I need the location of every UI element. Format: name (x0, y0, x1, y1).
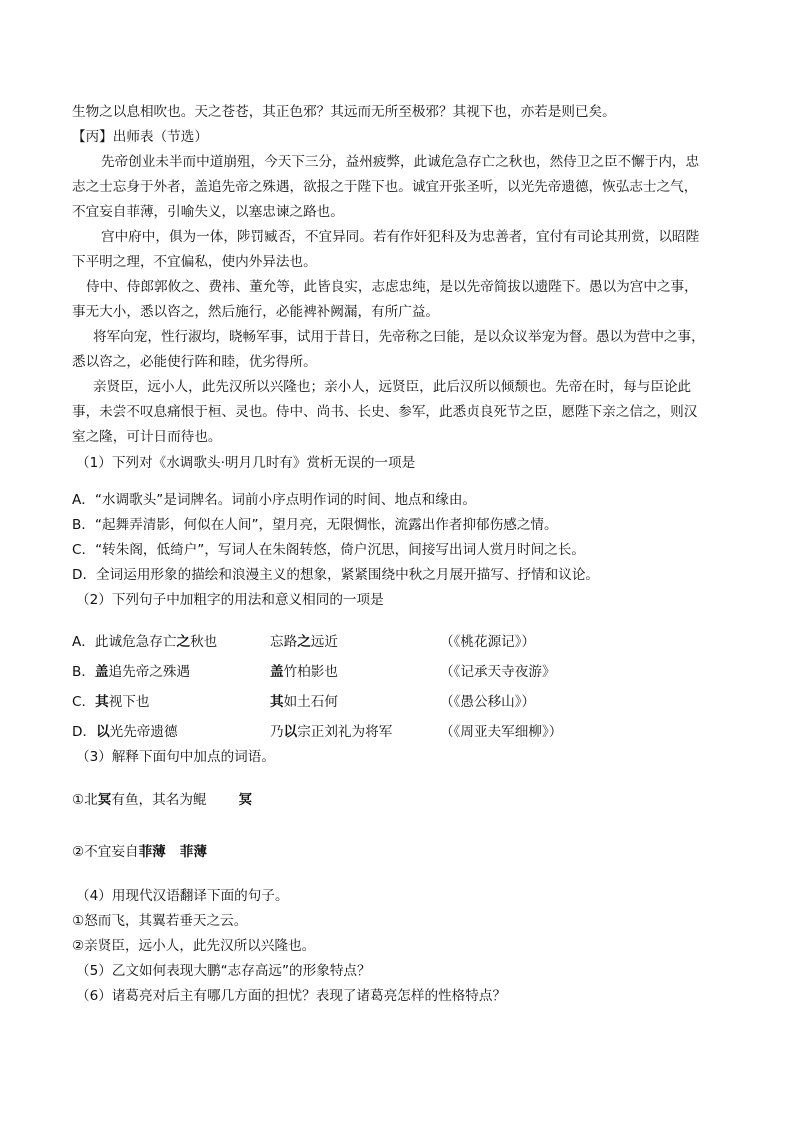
passage-line: 下平明之理，不宜偏私，使内外异法也。 (72, 254, 317, 270)
passage-line: 将军向宠，性行淑均，晓畅军事，试用于昔日，先帝称之曰能，是以众议举宠为督。愚以为营中之事， (93, 329, 705, 345)
question-1-stem: （1）下列对《水调歌头·明月几时有》赏析无误的一项是 (76, 455, 416, 471)
q1-option-a: A．“水调歌头”是词牌名。词前小序点明作词的时间、地点和缘由。 (72, 492, 477, 508)
q3-item-1-word: 冥 (238, 792, 253, 808)
q2-option-a-source: （《桃花源记》） (440, 634, 536, 650)
question-4-stem: （4）用现代汉语翻译下面的句子。 (76, 888, 289, 904)
q2-option-a-sentence-1: A．此诚危急存亡之秋也 (72, 634, 218, 650)
q2-option-b-source: （《记承天寺夜游》 (440, 664, 556, 680)
passage-line: 室之隆，可计日而待也。 (72, 429, 222, 445)
question-3-stem: （3）解释下面句中加点的词语。 (76, 749, 275, 765)
passage-line: 事无大小，悉以咨之，然后施行，必能裨补阙漏，有所广益。 (72, 304, 440, 320)
passage-line: 悉以咨之，必能使行阵和睦，优劣得所。 (72, 354, 317, 370)
question-6: （6）诸葛亮对后主有哪几方面的担忧？表现了诸葛亮怎样的性格特点？ (76, 988, 507, 1004)
q2-option-c-source: （《愚公移山》） (440, 694, 536, 710)
passage-line: 侍中、侍郎郭攸之、费祎、董允等，此皆良实，志虑忠纯，是以先帝简拔以遗陛下。愚以为宫中之事， (86, 279, 698, 295)
passage-line: 志之士忘身于外者，盖追先帝之殊遇，欲报之于陛下也。诚宜开张圣听，以光先帝遗德，恢弘志士之气， (72, 179, 698, 195)
intro-line: 生物之以息相吹也。天之苍苍，其正色邪？其远而无所至极邪？其视下也，亦若是则已矣。 (72, 104, 616, 120)
q2-option-c-sentence-2: 其如土石何 (270, 694, 338, 710)
passage-line: 事，未尝不叹息痛恨于桓、灵也。侍中、尚书、长史、参军，此悉贞良死节之臣，愿陛下亲之信之，则汉 (72, 404, 698, 420)
question-2-stem: （2）下列句子中加粗字的用法和意义相同的一项是 (76, 592, 384, 608)
passage-line: 亲贤臣，远小人，此先汉所以兴隆也；亲小人，远贤臣，此后汉所以倾颓也。先帝在时，每与臣论此 (93, 379, 692, 395)
passage-line: 宫中府中，俱为一体，陟罚臧否，不宜异同。若有作奸犯科及为忠善者，宜付有司论其刑赏，以昭陛 (101, 229, 700, 245)
passage-line: 先帝创业未半而中道崩殂，今天下三分，益州疲弊，此诚危急存亡之秋也，然侍卫之臣不懈于内，忠 (101, 154, 700, 170)
q1-option-c: C．“转朱阁，低绮户”，写词人在朱阁转悠，倚户沉思，间接写出词人赏月时间之长。 (72, 542, 585, 558)
q3-item-1: ①北冥有鱼，其名为鲲 冥 (72, 792, 253, 808)
q2-option-c-sentence-1: C．其视下也 (72, 694, 150, 710)
q2-option-d-source: （《周亚夫军细柳》） (440, 724, 563, 740)
question-5: （5）乙文如何表现大鹏“志存高远”的形象特点？ (76, 963, 371, 979)
q1-option-b: B．“起舞弄清影，何似在人间”，望月亮，无限惆怅，流露出作者抑郁伤感之情。 (72, 517, 558, 533)
q2-option-b-sentence-1: B．盖追先帝之殊遇 (72, 664, 191, 680)
q2-option-d-sentence-2: 乃以宗正刘礼为将军 (270, 724, 393, 740)
section-c-title: 【丙】出师表（节选） (72, 129, 208, 145)
q2-option-b-sentence-2: 盖竹柏影也 (270, 664, 338, 680)
passage-line: 不宜妄自菲薄，引喻失义，以塞忠谏之路也。 (72, 204, 344, 220)
q2-option-d-sentence-1: D．以光先帝遗德 (72, 724, 178, 740)
q3-item-2: ②不宜妄自菲薄 菲薄 (72, 844, 207, 860)
q2-option-a-sentence-2: 忘路之远近 (270, 634, 338, 650)
q4-sentence-1: ①怒而飞，其翼若垂天之云。 (72, 913, 248, 929)
q3-item-2-word: 菲薄 (179, 844, 207, 860)
q4-sentence-2: ②亲贤臣，远小人，此先汉所以兴隆也。 (72, 938, 316, 954)
q1-option-d: D．全词运用形象的描绘和浪漫主义的想象，紧紧围绕中秋之月展开描写、抒情和议论。 (72, 567, 600, 583)
